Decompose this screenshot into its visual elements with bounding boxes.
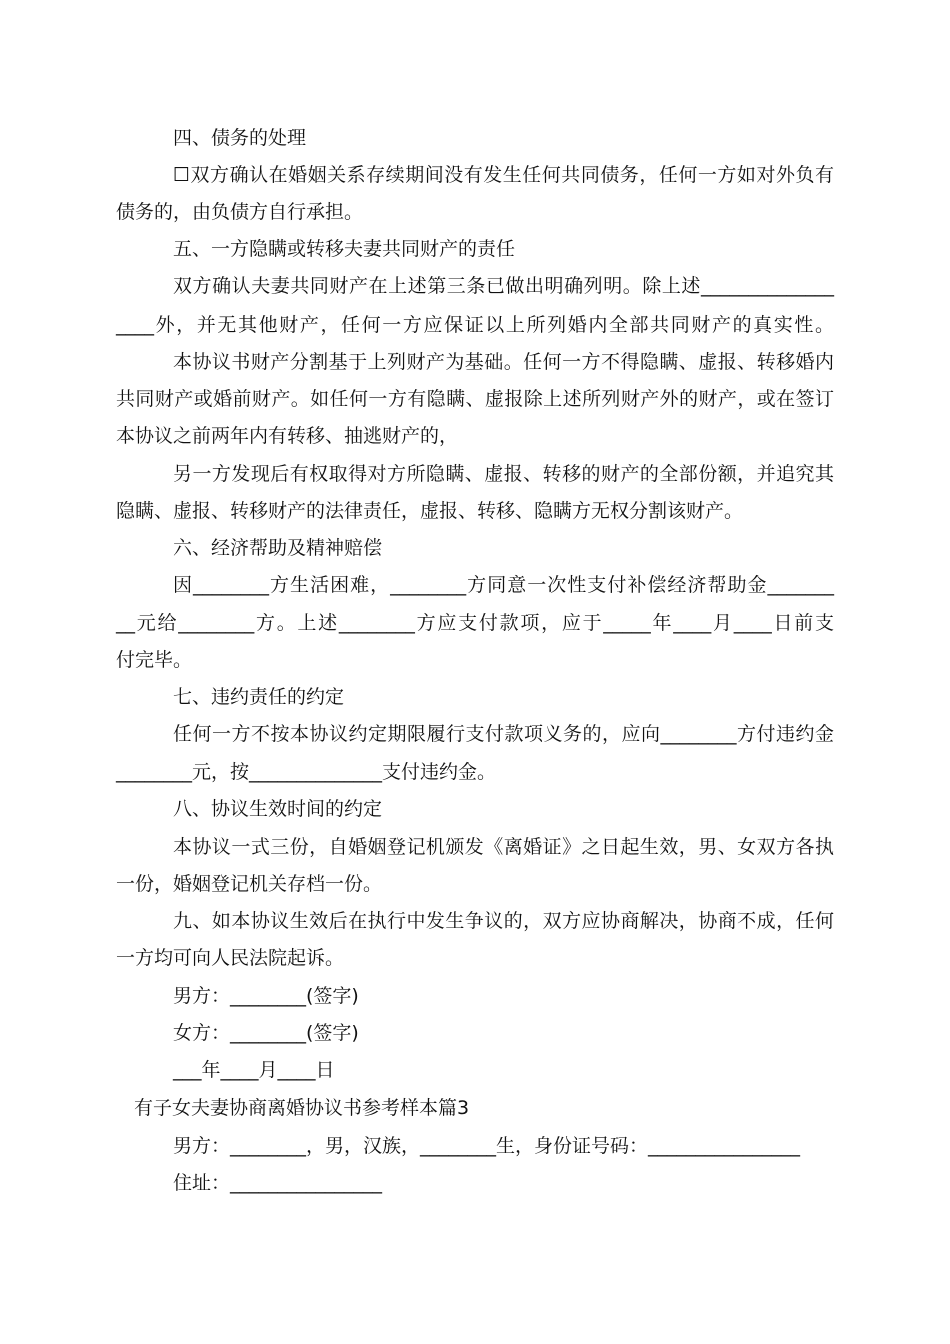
paragraph-line: 隐瞒、虚报、转移财产的法律责任，虚报、转移、隐瞒方无权分割该财产。	[116, 500, 744, 522]
section-heading-7: 七、违约责任的约定	[173, 686, 345, 708]
address-line: 住址：________________	[173, 1172, 383, 1194]
paragraph-line: 双方确认夫妻共同财产在上述第三条已做出明确列明。除上述______________	[173, 275, 834, 297]
section-heading-5: 五、一方隐瞒或转移夫妻共同财产的责任	[173, 238, 516, 260]
paragraph-line: 债务的，由负债方自行承担。	[116, 201, 364, 223]
paragraph-line: ________元，按______________支付违约金。	[116, 761, 497, 783]
paragraph-line: 因________方生活困难，________方同意一次性支付补偿经济帮助金_______	[173, 574, 834, 596]
paragraph-line: ____外，并无其他财产，任何一方应保证以上所列婚内全部共同财产的真实性。	[116, 314, 834, 336]
date-line: ___年____月____日	[173, 1059, 335, 1081]
paragraph-line: 本协议之前两年内有转移、抽逃财产的，	[116, 425, 459, 447]
section-heading-6: 六、经济帮助及精神赔偿	[173, 537, 383, 559]
paragraph-line: 一方均可向人民法院起诉。	[116, 947, 345, 969]
sample-title: 有子女夫妻协商离婚协议书参考样本篇3	[134, 1097, 470, 1119]
paragraph-line: ☐双方确认在婚姻关系存续期间没有发生任何共同债务，任何一方如对外负有	[173, 164, 834, 186]
paragraph-line: 九、如本协议生效后在执行中发生争议的，双方应协商解决，协商不成，任何	[173, 910, 834, 932]
paragraph-line: __元给________方。上述________方应支付款项，应于_____年____月____日前支	[116, 612, 834, 634]
male-info-line: 男方：________，男，汉族，________生，身份证号码：________________	[173, 1135, 801, 1157]
female-signature-line: 女方：________(签字)	[173, 1022, 359, 1044]
paragraph-line: 另一方发现后有权取得对方所隐瞒、虚报、转移的财产的全部份额，并追究其	[173, 463, 834, 485]
male-signature-line: 男方：________(签字)	[173, 985, 359, 1007]
paragraph-line: 一份，婚姻登记机关存档一份。	[116, 873, 383, 895]
section-heading-8: 八、协议生效时间的约定	[173, 798, 383, 820]
paragraph-line: 本协议一式三份，自婚姻登记机颁发《离婚证》之日起生效，男、女双方各执	[173, 836, 834, 858]
paragraph-line: 任何一方不按本协议约定期限履行支付款项义务的，应向________方付违约金	[173, 723, 834, 745]
paragraph-line: 付完毕。	[116, 649, 193, 671]
paragraph-line: 本协议书财产分割基于上列财产为基础。任何一方不得隐瞒、虚报、转移婚内	[173, 351, 834, 373]
section-heading-4: 四、债务的处理	[173, 127, 307, 149]
paragraph-line: 共同财产或婚前财产。如任何一方有隐瞒、虚报除上述所列财产外的财产，或在签订	[116, 388, 834, 410]
